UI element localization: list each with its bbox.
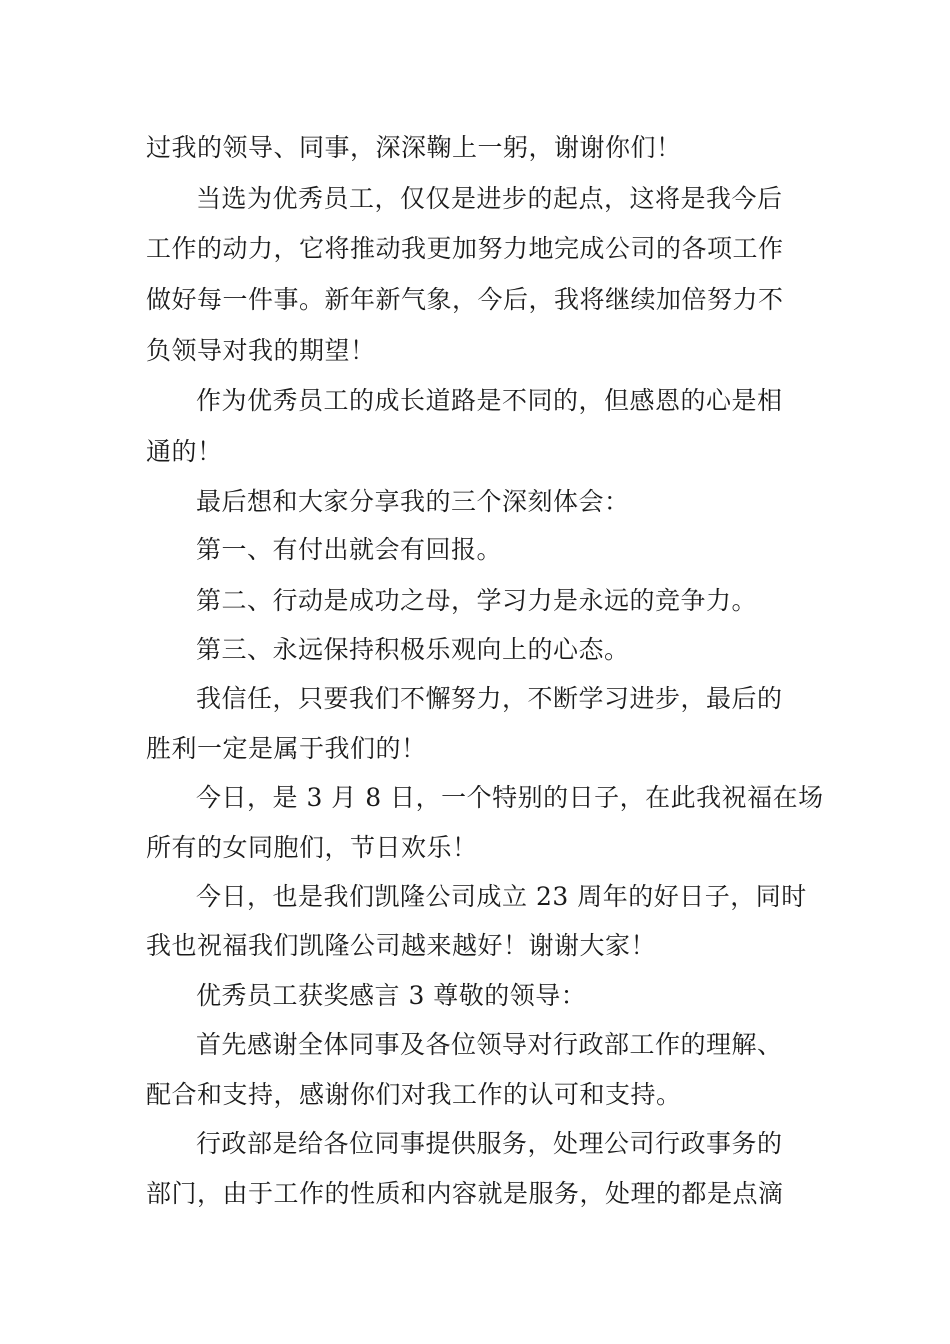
text-line: 工作的动力，它将推动我更加努力地完成公司的各项工作 — [146, 234, 784, 263]
text-line: 最后想和大家分享我的三个深刻体会： — [196, 487, 630, 516]
section-heading: 优秀员工获奖感言 3 尊敬的领导： — [196, 981, 587, 1010]
text-line: 胜利一定是属于我们的！ — [146, 734, 427, 763]
text-line: 部门，由于工作的性质和内容就是服务，处理的都是点滴 — [146, 1179, 784, 1208]
text-line: 通的！ — [146, 437, 223, 466]
text-line: 我信任，只要我们不懈努力，不断学习进步，最后的 — [196, 684, 783, 713]
text-line: 行政部是给各位同事提供服务，处理公司行政事务的 — [196, 1129, 783, 1158]
list-item: 第三、永远保持积极乐观向上的心态。 — [196, 635, 630, 664]
text-line: 首先感谢全体同事及各位领导对行政部工作的理解、 — [196, 1030, 783, 1059]
text-line: 今日，也是我们凯隆公司成立 23 周年的好日子，同时 — [196, 882, 807, 911]
text-line: 所有的女同胞们，节日欢乐！ — [146, 833, 478, 862]
text-line: 负领导对我的期望！ — [146, 336, 376, 365]
text-line: 配合和支持，感谢你们对我工作的认可和支持。 — [146, 1080, 682, 1109]
text-line: 作为优秀员工的成长道路是不同的，但感恩的心是相 — [196, 386, 783, 415]
text-line: 我也祝福我们凯隆公司越来越好！谢谢大家！ — [146, 931, 657, 960]
list-item: 第二、行动是成功之母，学习力是永远的竞争力。 — [196, 586, 758, 615]
text-line: 当选为优秀员工，仅仅是进步的起点，这将是我今后 — [196, 184, 783, 213]
text-line: 做好每一件事。新年新气象，今后，我将继续加倍努力不 — [146, 285, 784, 314]
list-item: 第一、有付出就会有回报。 — [196, 535, 503, 564]
text-line: 过我的领导、同事，深深鞠上一躬，谢谢你们！ — [146, 133, 682, 162]
text-line: 今日，是 3 月 8 日，一个特别的日子，在此我祝福在场 — [196, 783, 824, 812]
